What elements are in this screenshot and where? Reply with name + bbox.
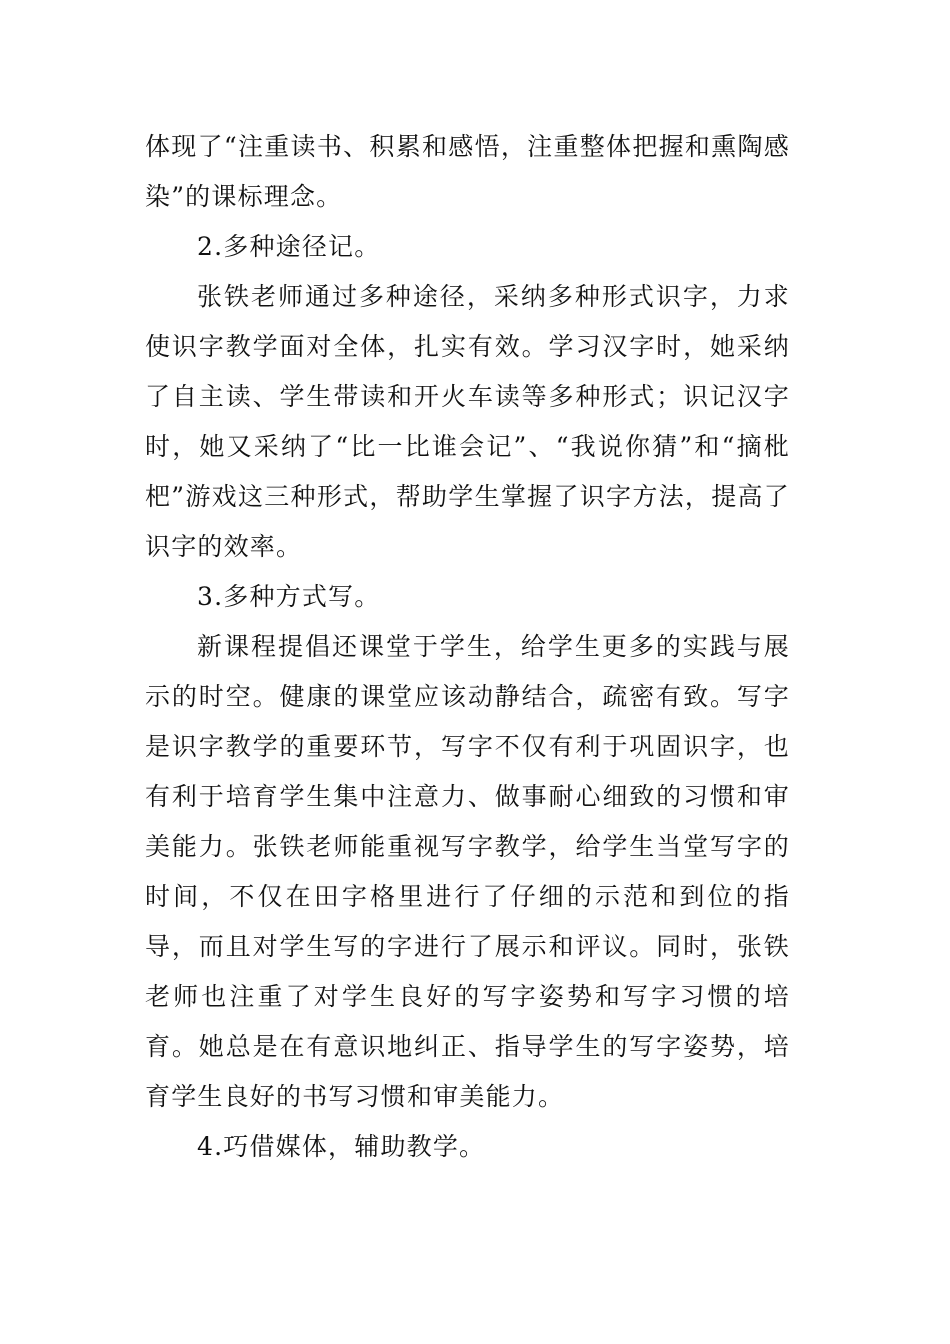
document-body: [145, 122, 790, 1172]
section-heading-4: 4.巧借媒体，辅助教学。: [197, 1132, 486, 1161]
section-heading-2: 2.多种途径记。: [197, 232, 381, 261]
paragraph-recognition: 张铁老师通过多种途径，采纳多种形式识字，力求使识字教学面对全体，扎实有效。学习汉字时，她采纳了自主读、学生带读和开火车读等多种形式；识记汉字时，她又采纳了“比一比谁会记”、“我说你猜”和“摘枇杷”游戏这三种形式，帮助学生掌握了识字方法，提高了识字的效率。: [145, 282, 790, 561]
section-heading-3: 3.多种方式写。: [197, 582, 381, 611]
paragraph-continuation: 体现了“注重读书、积累和感悟，注重整体把握和熏陶感染”的课标理念。: [145, 132, 790, 211]
paragraph-writing: 新课程提倡还课堂于学生，给学生更多的实践与展示的时空。健康的课堂应该动静结合，疏密有致。写字是识字教学的重要环节，写字不仅有利于巩固识字，也有利于培育学生集中注意力、做事耐心细致的习惯和审美能力。张铁老师能重视写字教学，给学生当堂写字的时间，不仅在田字格里进行了仔细的示范和到位的指导，而且对学生写的字进行了展示和评议。同时，张铁老师也注重了对学生良好的写字姿势和写字习惯的培育。她总是在有意识地纠正、指导学生的写字姿势，培育学生良好的书写习惯和审美能力。: [145, 632, 790, 1111]
